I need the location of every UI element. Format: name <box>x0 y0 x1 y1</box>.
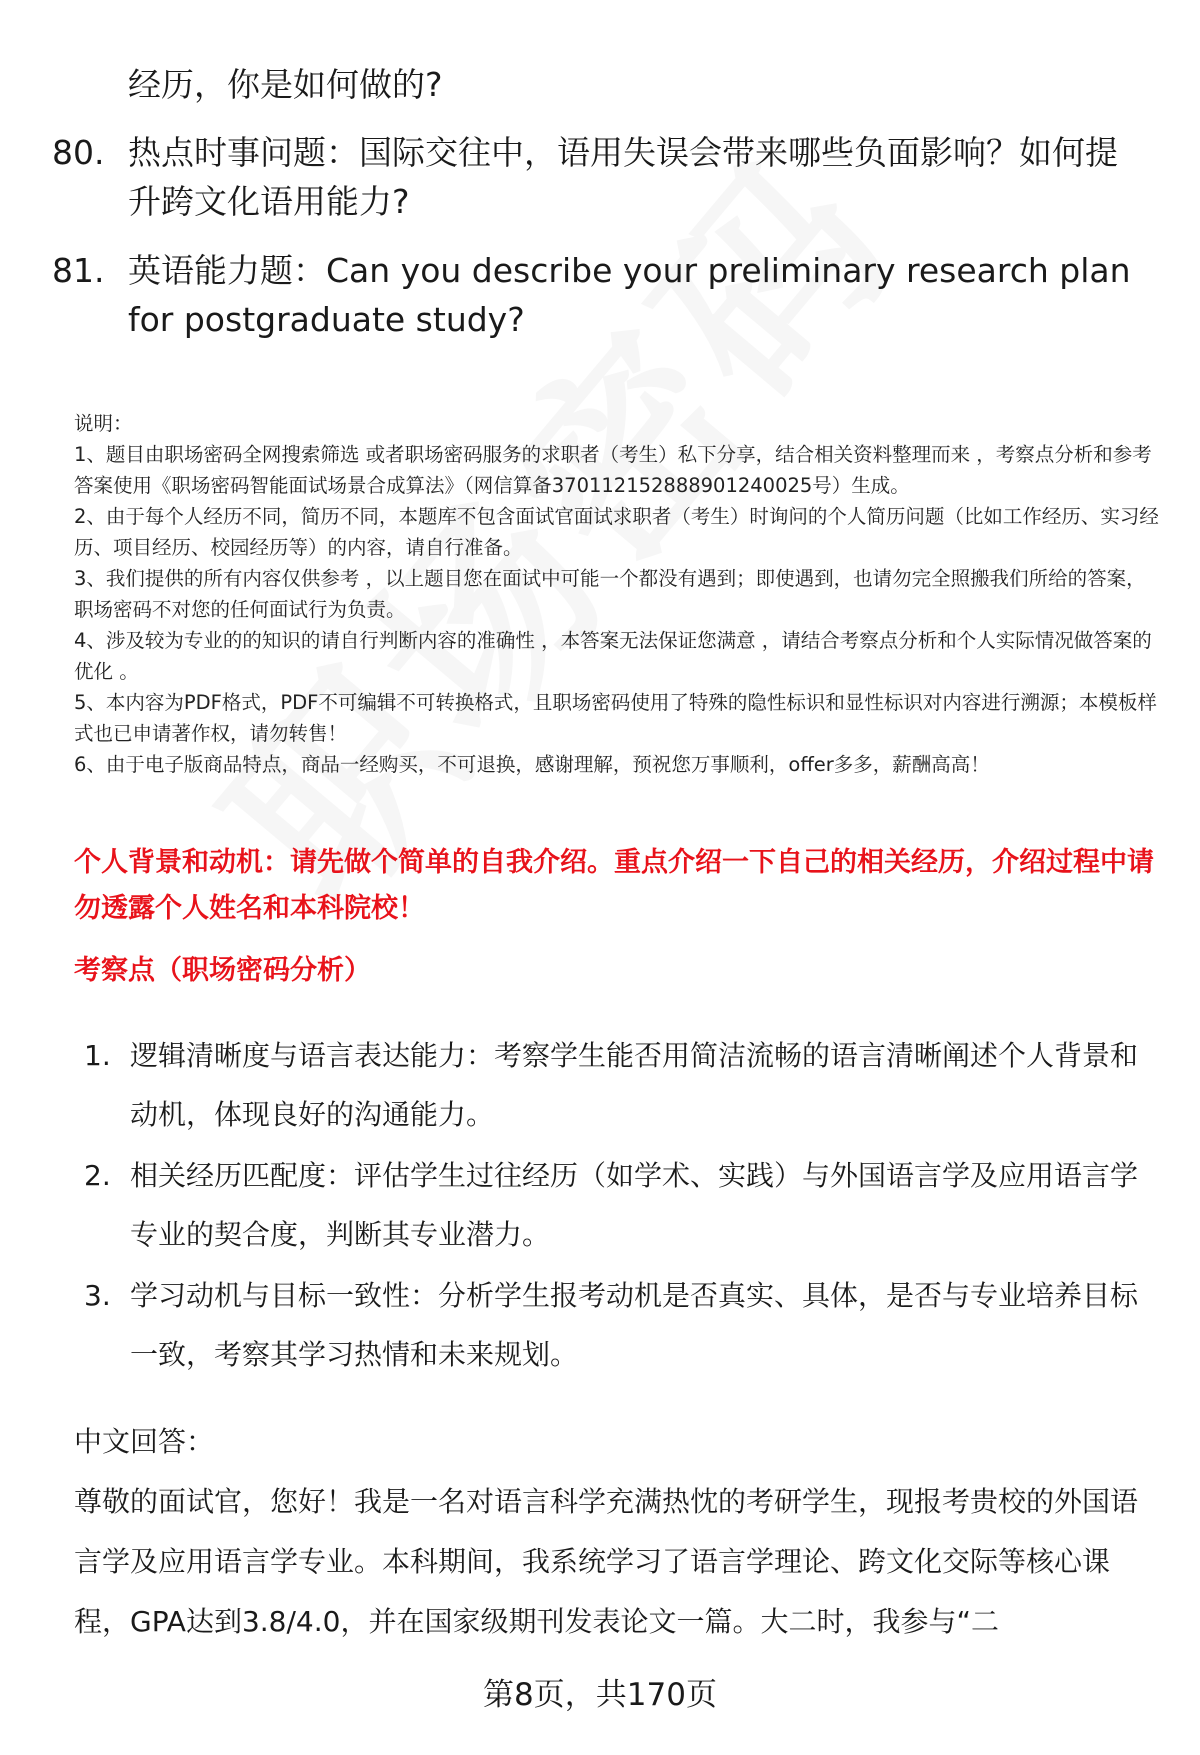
point-text: 相关经历匹配度：评估学生过往经历（如学术、实践）与外国语言学及应用语言学专业的契合度，判断其专业潜力。 <box>130 1159 1139 1251</box>
question-text: 热点时事问题：国际交往中，语用失误会带来哪些负面影响？如何提升跨文化语用能力? <box>128 133 1118 221</box>
analysis-title: 考察点（职场密码分析） <box>74 955 371 986</box>
section-heading: 个人背景和动机：请先做个简单的自我介绍。重点介绍一下自己的相关经历，介绍过程中请勿透露个人姓名和本科院校！ <box>74 847 1154 924</box>
page-footer: 第8页，共170页 <box>483 1677 717 1713</box>
point-text: 逻辑清晰度与语言表达能力：考察学生能否用简洁流畅的语言清晰阐述个人背景和动机，体现良好的沟通能力。 <box>130 1039 1139 1131</box>
note-item: 1、题目由职场密码全网搜索筛选 或者职场密码服务的求职者（考生）私下分享，结合相关资料整理而来 ，考察点分析和参考答案使用《职场密码智能面试场景合成算法》（网信算备370112152888901240025号）生成。 <box>74 443 1152 497</box>
question-81 <box>52 246 1132 344</box>
analysis-point <box>84 1146 1164 1264</box>
answer-label: 中文回答： <box>74 1425 215 1458</box>
question-text: 英语能力题：Can you describe your preliminary research plan for postgraduate study? <box>128 251 1131 339</box>
note-item: 2、由于每个人经历不同，简历不同，本题库不包含面试官面试求职者（考生）时询问的个人简历问题（比如工作经历、实习经历、项目经历、校园经历等）的内容，请自行准备。 <box>74 505 1159 559</box>
point-number: 1. <box>84 1039 111 1072</box>
analysis-point <box>84 1026 1164 1144</box>
analysis-points <box>84 1026 1164 1386</box>
answer-body: 尊敬的面试官，您好！我是一名对语言科学充满热忱的考研学生，现报考贵校的外国语言学及应用语言学专业。本科期间，我系统学习了语言学理论、跨文化交际等核心课程，GPA达到3.8/4.0，并在国家级期刊发表论文一篇。大二时，我参与“二 <box>74 1485 1139 1638</box>
note-item: 3、我们提供的所有内容仅供参考 ，以上题目您在面试中可能一个都没有遇到；即使遇到，也请勿完全照搬我们所给的答案，职场密码不对您的任何面试行为负责。 <box>74 567 1146 621</box>
note-item: 6、由于电子版商品特点，商品一经购买，不可退换，感谢理解，预祝您万事顺利，offer多多，薪酬高高！ <box>74 753 990 776</box>
point-number: 3. <box>84 1279 111 1312</box>
note-item: 5、本内容为PDF格式，PDF不可编辑不可转换格式，且职场密码使用了特殊的隐性标识和显性标识对内容进行溯源；本模板样式也已申请著作权，请勿转售！ <box>74 691 1157 745</box>
analysis-point <box>84 1266 1164 1384</box>
question-80 <box>52 128 1132 226</box>
point-text: 学习动机与目标一致性：分析学生报考动机是否真实、具体，是否与专业培养目标一致，考察其学习热情和未来规划。 <box>130 1279 1139 1371</box>
question-79-continuation: 经历，你是如何做的? <box>128 65 443 104</box>
note-item: 4、涉及较为专业的的知识的请自行判断内容的准确性 ，本答案无法保证您满意 ，请结合考察点分析和个人实际情况做答案的优化 。 <box>74 629 1152 683</box>
point-number: 2. <box>84 1159 111 1192</box>
question-number: 80. <box>52 133 105 172</box>
notes-block <box>74 408 1162 780</box>
notes-title: 说明： <box>74 412 133 435</box>
question-number: 81. <box>52 251 105 290</box>
